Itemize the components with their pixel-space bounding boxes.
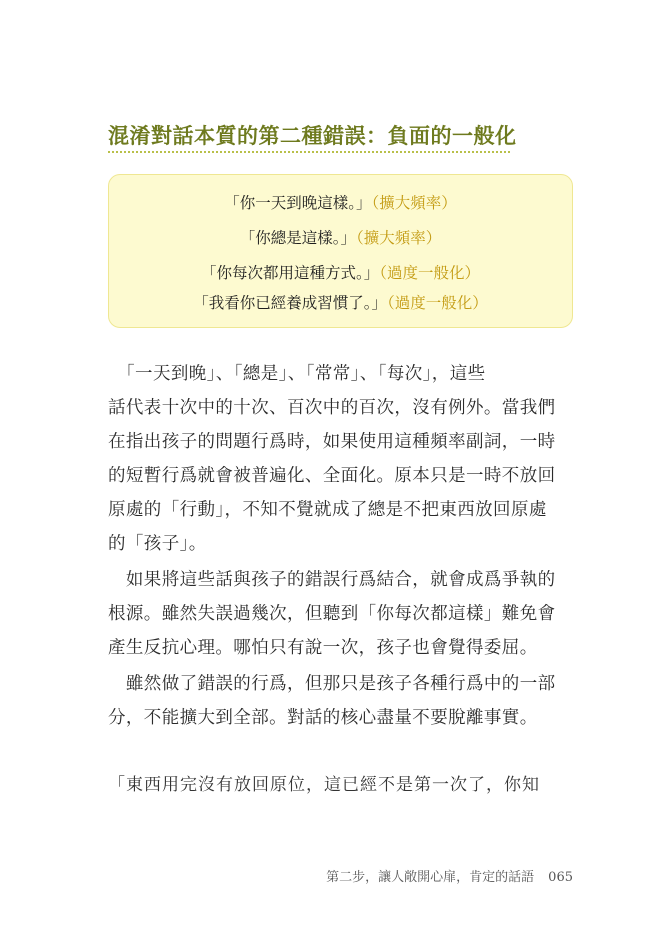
quote-line (109, 226, 572, 248)
quote-line (109, 291, 572, 313)
body-line: 話代表十次中的十次、百次中的百次，沒有例外。當我們 (108, 398, 556, 418)
quote-text: 「我看你已經養成習慣了。」 (193, 294, 387, 312)
body-line: 根源。雖然失誤過幾次，但聽到「你每次都這樣」難免會 (108, 604, 556, 624)
body-line: 「一天到晚」、「總是」、「常常」、「每次」，這些 (108, 364, 486, 384)
quote-note: （擴大頻率） (371, 194, 457, 212)
quote-box (108, 174, 573, 328)
heading-dotted-rule (108, 151, 510, 153)
dialogue-line: 「東西用完沒有放回原位，這已經不是第一次了，你知 (108, 775, 540, 795)
quote-text: 「你每次都用這種方式。」 (200, 264, 380, 282)
quote-line (109, 191, 572, 213)
body-line: 雖然做了錯誤的行爲，但那只是孩子各種行爲中的一部 (108, 674, 556, 694)
body-line: 產生反抗心理。哪怕只有說一次，孩子也會覺得委屈。 (108, 638, 538, 658)
body-line: 如果將這些話與孩子的錯誤行爲結合，就會成爲爭執的 (108, 570, 556, 590)
section-heading: 混淆對話本質的第二種錯誤：負面的一般化 (108, 124, 517, 148)
body-line: 分，不能擴大到全部。對話的核心盡量不要脫離事實。 (108, 708, 538, 728)
quote-text: 「你一天到晚這樣。」 (224, 194, 372, 212)
quote-note: （擴大頻率） (356, 229, 442, 247)
page-number: 065 (548, 870, 573, 885)
quote-note: （過度一般化） (387, 294, 488, 312)
body-line: 在指出孩子的問題行爲時，如果使用這種頻率副詞，一時 (108, 432, 556, 452)
quote-text: 「你總是這樣。」 (239, 229, 356, 247)
quote-note: （過度一般化） (379, 264, 481, 282)
body-line: 原處的「行動」，不知不覺就成了總是不把東西放回原處 (108, 500, 547, 520)
quote-line (109, 261, 572, 283)
body-line: 的「孩子」。 (108, 534, 207, 554)
chapter-title: 第二步，讓人敞開心扉，肯定的話語 (326, 870, 535, 885)
page-footer (300, 866, 573, 885)
body-line: 的短暫行爲就會被普遍化、全面化。原本只是一時不放回 (108, 466, 556, 486)
